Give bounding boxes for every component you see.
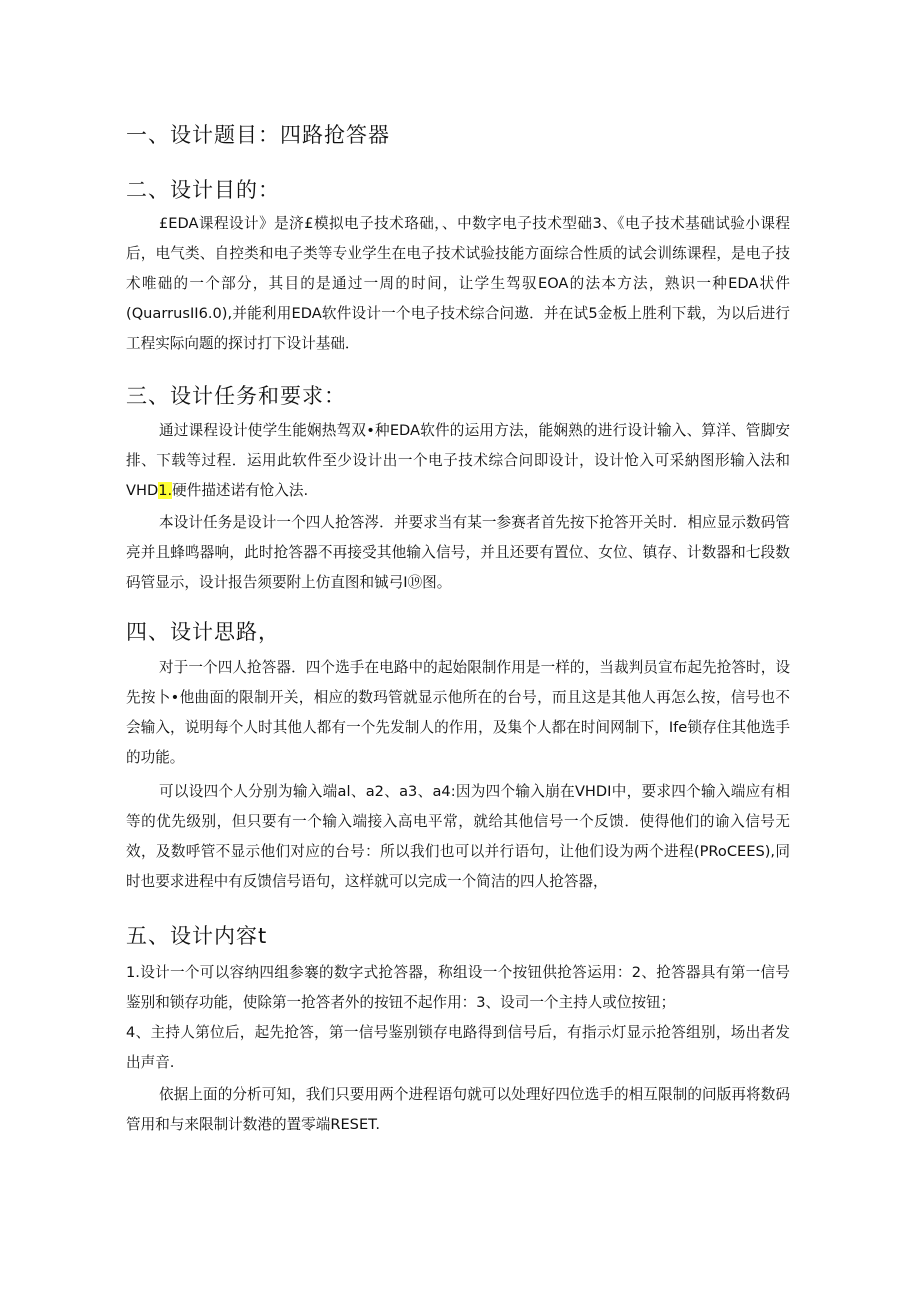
- highlighted-text: 1.: [158, 482, 173, 499]
- heading-design-purpose: 二、设计目的：: [126, 178, 280, 202]
- heading-design-approach: 四、设计思路，: [126, 620, 280, 644]
- paragraph-design-approach-1: 对于一个四人抢答器．四个选手在电路中的起始限制作用是一样的，当裁判员宣布起先抢答时，设先按卜•他曲面的限制开关，相应的数玛管就显示他所在的台号，而且这是其他人再怎么按，信号也不会输入，说明每个人时其他人都有一个先发制人的作用，及集个人都在时间网制下，Ife锁存住其他选手的功能。: [126, 659, 790, 766]
- paragraph-design-purpose: £EDA课程设计》是济£模拟电子技术珞础，、中数字电子技术型础3、《电子技术基础试验小课程后，电气类、自控类和电子类等专业学生在电子技术试验技能方面综合性质的试会训练课程，是电子技术唯础的一个部分，其目的是通过一周的时间，让学生驾驭EOA的法本方法，熟识一种EDA状件(QuarrusII6.0),并能利用EDA软件设计一个电子技术综合问遨．并在试5金板上胜利下载，为以后进行工程实际向题的探讨打下设计基础．: [126, 215, 790, 352]
- paragraph-design-task-2: 本设计任务是设计一个四人抢答涔．并要求当有某一参赛者首先按下抢答开关时．相应显示数码管亮并且蜂鸣器响，此时抢答器不再接受其他输入信号，并且还要有置位、女位、镇存、计数器和七段数码管显示，设计报告须要附上仿直图和铖弓I⑲图。: [126, 514, 790, 591]
- heading-design-topic: 一、设计题目：四路抢答器: [126, 123, 390, 147]
- paragraph-design-content-3: 依据上面的分析可知，我们只要用两个进程语句就可以处理好四位选手的相互限制的问版再将数码管用和与来限制计数港的置零端RESET.: [126, 1086, 790, 1133]
- paragraph-design-task-1-tail: 硬件描述诺有怆入法.: [172, 482, 309, 499]
- paragraph-design-task-1-text: 通过课程设计使学生能娴热驾双•种EDA软件的运用方法，能娴熟的进行设计输入、算洋、管脚安排、下载等过程．运用此软件至少设计出一个电子技术综合问即设计，设计怆入可采納图形输入法和VHD: [126, 422, 790, 499]
- paragraph-design-content-1: 1.设计一个可以容纳四组参褰的数字式抢答器，称组设一个按钮供抢答运用：2、抢答器具有第一信号鉴别和锁存功能，使除第一抢答者外的按钮不起作用：3、设司一个主持人或位按钮；: [126, 964, 790, 1011]
- heading-design-content: 五、设计内容t: [126, 924, 268, 948]
- paragraph-design-task-1: [126, 416, 790, 506]
- paragraph-design-approach-2: 可以设四个人分别为输入端al、a2、a3、a4:因为四个输入崩在VHDI中，要求四个输入端应有相等的优先级别，但只要有一个输入端接入高电平常，就给其他信号一个反馈．使得他们的谕入信号无效，及数呼管不显示他们对应的台号：所以我们也可以并行语句，让他们设为两个进程(PRoCEES),同时也要求进程中有反馈信号语句，这样就可以完成一个简洁的四人抢答器，: [126, 783, 790, 890]
- heading-design-task: 三、设计任务和要求：: [126, 384, 346, 408]
- paragraph-design-content-2: 4、主持人第位后，起先抢答，第一信号鉴别锁存电路得到信号后，有指示灯显示抢答组别，场出者发出声音.: [126, 1024, 790, 1071]
